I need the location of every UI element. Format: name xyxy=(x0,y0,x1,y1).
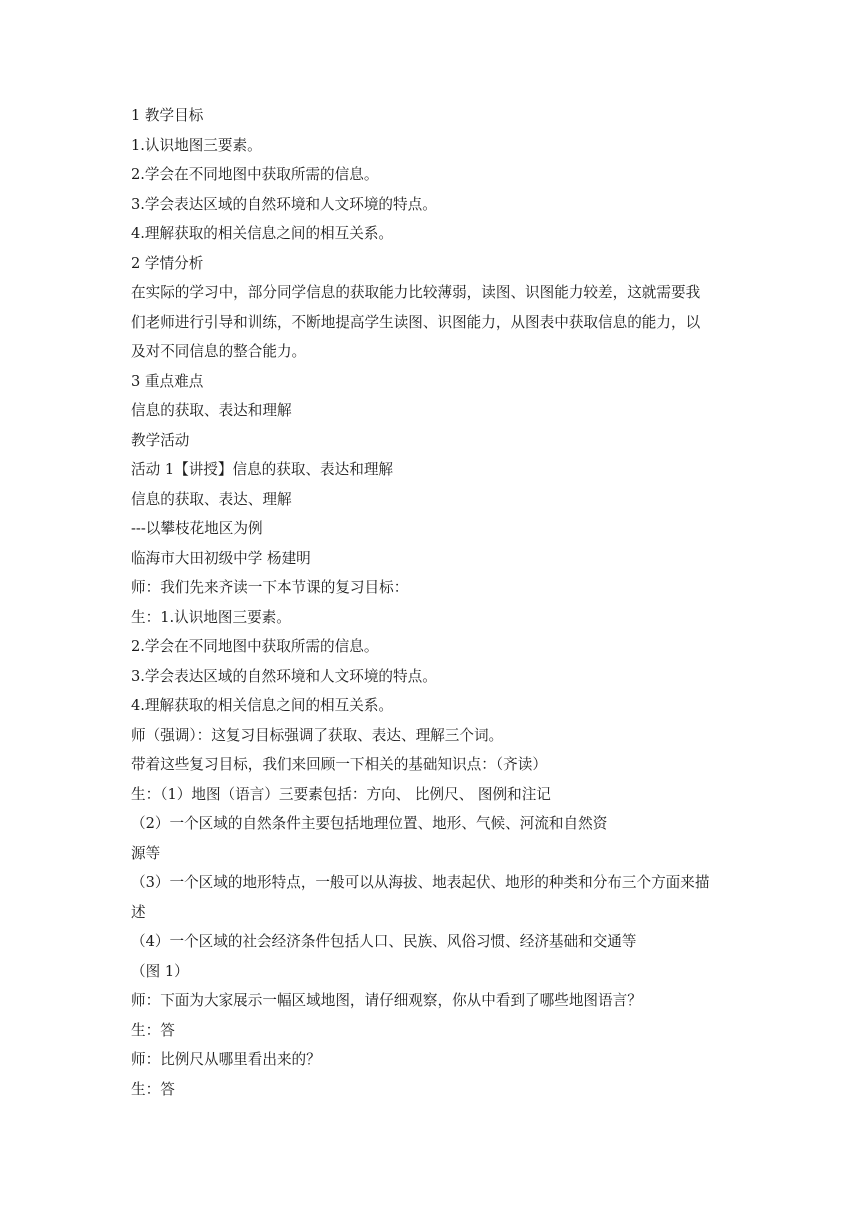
objective-item: 1.认识地图三要素。 xyxy=(131,136,262,154)
objective-item: 4.理解获取的相关信息之间的相互关系。 xyxy=(131,697,394,714)
dialogue-line: 生：1.认识地图三要素。 xyxy=(131,608,291,626)
section-heading: 1 教学目标 xyxy=(131,107,204,124)
text-line: （2）一个区域的自然条件主要包括地理位置、地形、气候、河流和自然资 xyxy=(131,815,608,832)
dialogue-line: 生：答 xyxy=(131,1021,175,1039)
text-line: 带着这些复习目标，我们来回顾一下相关的基础知识点：（齐读） xyxy=(131,756,547,773)
figure-label: （图 1） xyxy=(131,962,189,980)
author-line: 临海市大田初级中学 杨建明 xyxy=(131,549,311,567)
objective-item: 2.学会在不同地图中获取所需的信息。 xyxy=(131,166,379,183)
section-heading: 3 重点难点 xyxy=(131,372,204,390)
paragraph-line: 们老师进行引导和训练，不断地提高学生读图、识图能力，从图表中获取信息的能力，以 xyxy=(131,313,701,331)
dialogue-line: 生：答 xyxy=(131,1080,175,1098)
dialogue-line: 师（强调）：这复习目标强调了获取、表达、理解三个词。 xyxy=(131,726,504,744)
dialogue-line: 师：下面为大家展示一幅区域地图，请仔细观察，你从中看到了哪些地图语言？ xyxy=(131,992,642,1009)
text-line: 信息的获取、表达和理解 xyxy=(131,402,292,419)
dialogue-line: 师：我们先来齐读一下本节课的复习目标： xyxy=(131,579,409,596)
objective-item: 4.理解获取的相关信息之间的相互关系。 xyxy=(131,225,394,242)
dialogue-line: 师：比例尺从哪里看出来的？ xyxy=(131,1051,321,1068)
dialogue-line: 生：（1）地图（语言）三要素包括：方向、 比例尺、 图例和注记 xyxy=(131,785,551,803)
text-line: （4）一个区域的社会经济条件包括人口、民族、风俗习惯、经济基础和交通等 xyxy=(131,933,637,950)
text-line: 信息的获取、表达、理解 xyxy=(131,490,292,508)
text-line: （3）一个区域的地形特点，一般可以从海拔、地表起伏、地形的种类和分布三个方面来描 xyxy=(131,874,710,891)
text-line: 述 xyxy=(131,903,146,921)
text-line: 教学活动 xyxy=(131,431,190,449)
objective-item: 3.学会表达区域的自然环境和人文环境的特点。 xyxy=(131,195,437,213)
text-line: 活动 1【讲授】信息的获取、表达和理解 xyxy=(131,461,394,478)
section-heading: 2 学情分析 xyxy=(131,254,204,272)
text-line: 源等 xyxy=(131,844,161,862)
text-line: ---以攀枝花地区为例 xyxy=(131,520,263,537)
objective-item: 2.学会在不同地图中获取所需的信息。 xyxy=(131,638,379,655)
paragraph-line: 在实际的学习中，部分同学信息的获取能力比较薄弱，读图、识图能力较差，这就需要我 xyxy=(131,284,701,301)
objective-item: 3.学会表达区域的自然环境和人文环境的特点。 xyxy=(131,667,437,685)
document-body xyxy=(131,101,731,1104)
paragraph-line: 及对不同信息的整合能力。 xyxy=(131,343,307,360)
